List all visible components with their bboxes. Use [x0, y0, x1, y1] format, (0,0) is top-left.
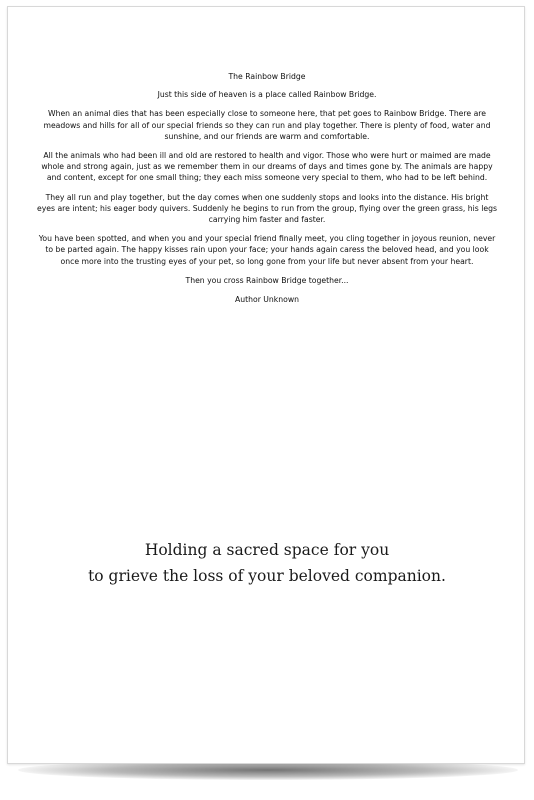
tagline-line-2: to grieve the loss of your beloved companion.: [88, 567, 446, 585]
poem-paragraph-4: They all run and play together, but the day comes when one suddenly stops and looks into the distance. His bright eyes are intent; his eager body quivers. Suddenly he begins to run from the group, flying over the green grass, his legs carrying him faster and faster.: [36, 192, 497, 225]
poem-paragraph-2: When an animal dies that has been especially close to someone here, that pet goes to Rainbow Bridge. There are meadows and hills for all of our special friends so they can run and play together. There is plenty of food, water and sunshine, and our friends are warm and comfortable.: [43, 109, 491, 141]
poem-title: The Rainbow Bridge: [228, 72, 306, 81]
poem-paragraph-1: Just this side of heaven is a place called Rainbow Bridge.: [157, 90, 377, 100]
tagline-line-1: Holding a sacred space for you: [144, 541, 390, 559]
poem-paragraph-3: All the animals who had been ill and old are restored to health and vigor. Those who were hurt or maimed are made whole and strong again, just as we remember them in our dreams of days and times gone by. The animals are happy and content, except for one small thing; they each miss someone very special to them, who had to be left behind.: [41, 151, 493, 183]
poem-author: Author Unknown: [234, 295, 299, 305]
poem-text: [36, 71, 498, 313]
document-sheet: [7, 6, 525, 764]
tagline: [38, 537, 496, 589]
poem-closing-line: Then you cross Rainbow Bridge together...: [185, 275, 349, 285]
poem-paragraph-5: You have been spotted, and when you and your special friend finally meet, you cling together in joyous reunion, never to be parted again. The happy kisses rain upon your face; your hands again caress the beloved head, and you look once more into the trusting eyes of your pet, so long gone from your life but never absent from your heart.: [38, 234, 496, 266]
